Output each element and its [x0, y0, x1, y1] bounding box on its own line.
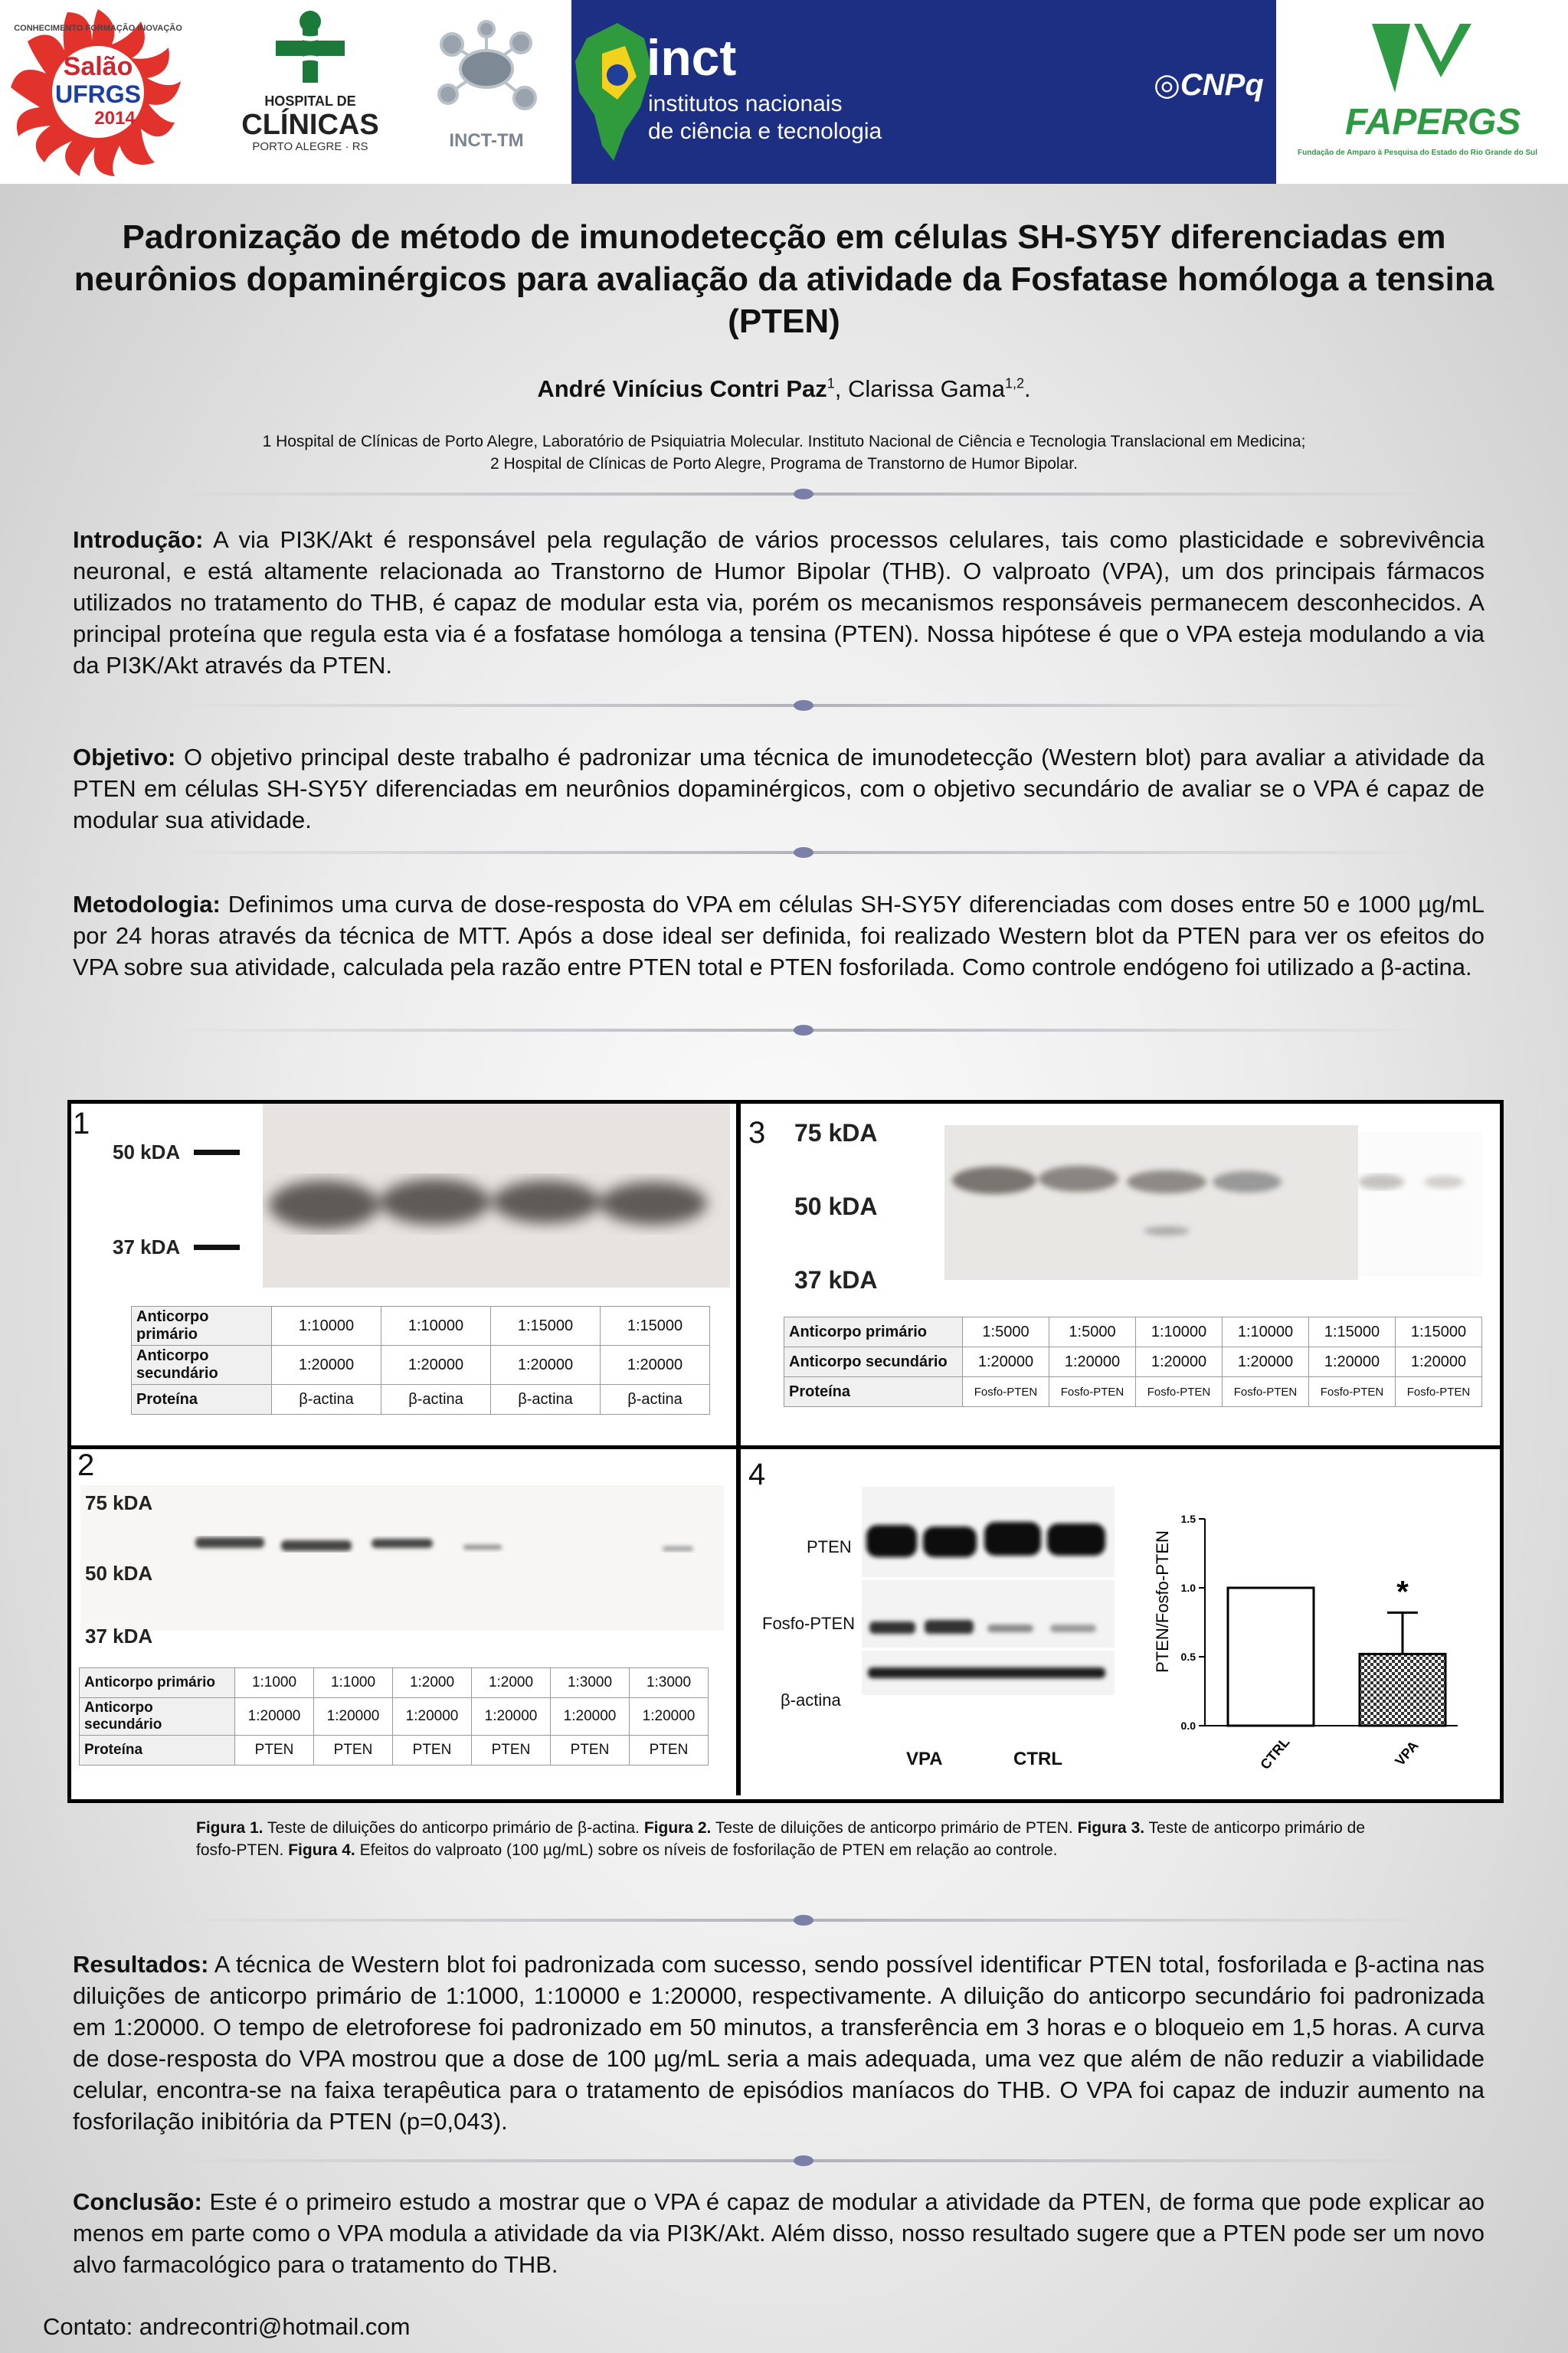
- western-blot-beta-actin: [263, 1104, 730, 1288]
- table-cell: β-actina: [491, 1385, 601, 1415]
- table-cell: PTEN: [472, 1736, 551, 1766]
- marker-50kda: 50 kDA: [113, 1141, 181, 1163]
- table-cell: PTEN: [393, 1736, 472, 1766]
- x-axis-labels: [1257, 1734, 1421, 1772]
- section-heading: Introdução:: [73, 526, 204, 553]
- table-cell: 1:20000: [314, 1698, 393, 1736]
- row-header: Anticorpo secundário: [784, 1347, 963, 1377]
- table-cell: PTEN: [314, 1736, 393, 1766]
- divider: [176, 487, 1432, 501]
- caption-figure-3-label: Figura 3.: [1077, 1819, 1145, 1837]
- marker-37kda: 37 kDA: [85, 1625, 153, 1648]
- table-cell: Fosfo-PTEN: [963, 1377, 1049, 1407]
- table-cell: 1:10000: [381, 1307, 491, 1346]
- section-body: Definimos uma curva de dose-resposta do VPA em células SH-SY5Y diferenciadas com doses entre 50 e 1000 µg/mL por 24 horas através da técnica de MTT. Após a dose ideal ser definida, foi realizado Western blot da PTEN para ver os efeitos do VPA sobre sua atividade, calculada pela razão entre PTEN total e PTEN fosforilada. Como controle endógeno foi utilizado a β-actina.: [73, 891, 1485, 980]
- fapergs-logo: FAPERGS Fundação de Amparo à Pesquisa do Estado do Rio Grande do Sul: [1276, 0, 1568, 184]
- table-cell: Fosfo-PTEN: [1136, 1377, 1223, 1407]
- table-cell: β-actina: [272, 1385, 381, 1415]
- marker-band: [194, 1245, 240, 1250]
- row-header: Anticorpo secundário: [132, 1346, 272, 1385]
- figure-panel: [67, 1100, 1504, 1803]
- brazil-map-icon: [571, 15, 656, 169]
- row-header: Anticorpo primário: [80, 1668, 235, 1698]
- objective-section: [73, 741, 1485, 836]
- y-tick-label: 0.5: [1180, 1651, 1196, 1663]
- table-cell: 1:20000: [630, 1698, 709, 1736]
- hcpa-logo: HOSPITAL DE CLÍNICAS PORTO ALEGRE · RS: [234, 0, 387, 184]
- panel-2-number: 2: [77, 1448, 95, 1482]
- caduceus-icon: [264, 6, 356, 90]
- table-cell: 1:15000: [601, 1307, 710, 1346]
- table-cell: Fosfo-PTEN: [1309, 1377, 1396, 1407]
- inct-banner: inct institutos nacionais de ciência e tecnologia ◎CNPq: [571, 0, 1276, 184]
- lane-label-vpa: VPA: [906, 1749, 943, 1769]
- marker-50kda: 50 kDA: [85, 1562, 153, 1585]
- table-cell: 1:15000: [1396, 1317, 1482, 1347]
- western-blot-fosfo-pten-faint: [1358, 1131, 1482, 1277]
- table-row: [80, 1698, 709, 1736]
- svg-text:Salão: Salão: [63, 52, 133, 81]
- marker-37kda: 37 kDA: [113, 1235, 181, 1258]
- molecule-icon: [421, 14, 552, 129]
- svg-text:2014: 2014: [94, 108, 136, 129]
- x-tick-label: CTRL: [1257, 1734, 1293, 1772]
- table-row: [132, 1385, 710, 1415]
- caption-figure-1-label: Figura 1.: [196, 1819, 264, 1837]
- caption-figure-1-text: Teste de diluições do anticorpo primário de β-actina.: [263, 1819, 644, 1837]
- table-row: [132, 1346, 710, 1385]
- table-cell: Fosfo-PTEN: [1223, 1377, 1309, 1407]
- table-row: [80, 1668, 709, 1698]
- section-body: O objetivo principal deste trabalho é padronizar uma técnica de imunodetecção (Western blot) para avaliar a atividade da PTEN em células SH-SY5Y diferenciadas em neurônios dopaminérgicos, com o objetivo secundário de avaliar se o VPA é capaz de modular sua atividade.: [73, 744, 1485, 833]
- marker-50kda: 50 kDA: [794, 1193, 878, 1220]
- y-tick-label: 0.0: [1180, 1720, 1196, 1732]
- section-heading: Objetivo:: [73, 744, 176, 771]
- panel-1-number: 1: [73, 1107, 90, 1141]
- table-cell: 1:20000: [1223, 1347, 1309, 1377]
- table-cell: 1:15000: [491, 1307, 601, 1346]
- logo-header: [0, 0, 1568, 184]
- y-tick-label: 1.0: [1180, 1582, 1196, 1594]
- svg-text:CONHECIMENTO FORMAÇÃO INOVAÇÃO: CONHECIMENTO FORMAÇÃO INOVAÇÃO: [14, 24, 182, 33]
- table-cell: 1:10000: [1136, 1317, 1223, 1347]
- table-row: [784, 1347, 1482, 1377]
- author-1: André Vinícius Contri Paz: [537, 375, 827, 402]
- table-cell: β-actina: [381, 1385, 491, 1415]
- introduction-section: [73, 524, 1485, 681]
- table-cell: 1:20000: [1309, 1347, 1396, 1377]
- caption-figure-4-label: Figura 4.: [288, 1841, 355, 1859]
- figure-caption: [196, 1817, 1406, 1861]
- row-header: Proteína: [132, 1385, 272, 1415]
- table-cell: 1:1000: [235, 1668, 314, 1698]
- cnpq-logo: ◎CNPq: [1154, 68, 1264, 102]
- salao-sunburst-icon: [0, 0, 230, 184]
- table-cell: 1:2000: [472, 1668, 551, 1698]
- cnpq-swirl-icon: ◎: [1154, 68, 1180, 102]
- section-heading: Conclusão:: [73, 2188, 202, 2215]
- salao-ufrgs-logo: [0, 0, 230, 184]
- table-cell: 1:20000: [235, 1698, 314, 1736]
- divider: [176, 699, 1432, 712]
- author-separator: ,: [834, 375, 848, 402]
- affiliations: [46, 430, 1522, 475]
- section-body: Este é o primeiro estudo a mostrar que o VPA é capaz de modular a atividade da PTEN, de forma que pode explicar ao menos em parte como o VPA modula a atividade da via PI3K/Akt. Além disso, nosso resultado sugere que a PTEN pode ser um novo alvo farmacológico para o tratamento do THB.: [73, 2188, 1485, 2278]
- table-cell: 1:20000: [393, 1698, 472, 1736]
- table-cell: 1:1000: [314, 1668, 393, 1698]
- table-cell: 1:3000: [630, 1668, 709, 1698]
- table-cell: 1:20000: [963, 1347, 1049, 1377]
- affiliation-1: 1 Hospital de Clínicas de Porto Alegre, Laboratório de Psiquiatria Molecular. Instituto Nacional de Ciência e Tecnologia Translacional em Medicina;: [262, 433, 1306, 450]
- divider: [176, 846, 1432, 859]
- results-section: [73, 1949, 1485, 2137]
- author-2: Clarissa Gama: [847, 375, 1005, 402]
- divider: [176, 1913, 1432, 1927]
- caption-figure-2-label: Figura 2.: [643, 1819, 712, 1837]
- blot-label-pten: PTEN: [807, 1537, 852, 1556]
- panel-divider-horizontal: [71, 1445, 1500, 1449]
- pten-ratio-bar-chart: [1144, 1504, 1496, 1787]
- marker-band: [194, 1150, 240, 1155]
- caption-figure-2-text: Teste de diluições de anticorpo primário de PTEN.: [711, 1819, 1078, 1837]
- contact-email[interactable]: Contato: andrecontri@hotmail.com: [43, 2313, 411, 2340]
- table-cell: 1:10000: [272, 1307, 381, 1346]
- table-cell: 1:20000: [272, 1346, 381, 1385]
- dilution-table-1: [131, 1306, 710, 1415]
- panel-3-number: 3: [748, 1116, 766, 1150]
- caption-figure-3-text: Teste de anticorpo primário de fosfo-PTEN.: [196, 1819, 1366, 1859]
- marker-75kda: 75 kDA: [85, 1491, 153, 1514]
- chart-bars: [1228, 1575, 1445, 1726]
- table-cell: 1:20000: [381, 1346, 491, 1385]
- dilution-table-3: [784, 1317, 1482, 1407]
- section-heading: Metodologia:: [73, 891, 221, 918]
- table-cell: PTEN: [630, 1736, 709, 1766]
- table-cell: PTEN: [235, 1736, 314, 1766]
- table-cell: 1:5000: [1049, 1317, 1136, 1347]
- lane-label-ctrl: CTRL: [1013, 1749, 1062, 1769]
- table-cell: 1:20000: [1136, 1347, 1223, 1377]
- table-cell: PTEN: [551, 1736, 630, 1766]
- dilution-table-2: [79, 1667, 709, 1766]
- author-2-affiliation: 1,2: [1004, 375, 1025, 391]
- table-cell: 1:20000: [1049, 1347, 1136, 1377]
- section-heading: Resultados:: [73, 1951, 209, 1978]
- table-cell: Fosfo-PTEN: [1396, 1377, 1482, 1407]
- panel-4-number: 4: [748, 1458, 766, 1491]
- fapergs-triangle-icon: [1368, 20, 1475, 97]
- row-header: Anticorpo secundário: [80, 1698, 235, 1736]
- row-header: Proteína: [80, 1736, 235, 1766]
- row-header: Anticorpo primário: [132, 1307, 272, 1346]
- divider: [176, 2154, 1432, 2168]
- table-row: [784, 1317, 1482, 1347]
- table-row: [784, 1377, 1482, 1407]
- affiliation-2: 2 Hospital de Clínicas de Porto Alegre, Programa de Transtorno de Humor Bipolar.: [490, 455, 1078, 473]
- table-cell: 1:20000: [601, 1346, 710, 1385]
- table-row: [132, 1307, 710, 1346]
- table-cell: 1:20000: [1396, 1347, 1482, 1377]
- significance-marker: *: [1396, 1575, 1409, 1609]
- table-cell: 1:20000: [491, 1346, 601, 1385]
- poster-title: Padronização de método de imunodetecção em células SH-SY5Y diferenciadas em neurônios dopaminérgicos para avaliação da atividade da Fosfatase homóloga a tensina (PTEN): [74, 218, 1494, 340]
- table-cell: 1:20000: [472, 1698, 551, 1736]
- table-cell: 1:15000: [1309, 1317, 1396, 1347]
- row-header: Proteína: [784, 1377, 963, 1407]
- author-line: [46, 375, 1522, 403]
- divider: [176, 1023, 1432, 1037]
- author-end: .: [1024, 375, 1031, 402]
- y-axis-label: PTEN/Fosfo-PTEN: [1153, 1530, 1172, 1673]
- inct-tm-logo: INCT-TM: [402, 0, 571, 184]
- table-cell: Fosfo-PTEN: [1049, 1377, 1136, 1407]
- table-cell: 1:10000: [1223, 1317, 1309, 1347]
- bar-vpa: [1360, 1654, 1445, 1726]
- section-body: A via PI3K/Akt é responsável pela regulação de vários processos celulares, tais como plasticidade e sobrevivência neuronal, e está altamente relacionada ao Transtorno de Humor Bipolar (THB). O valproato (VPA), um dos principais fármacos utilizados no tratamento do THB, é capaz de modular esta via, porém os mecanismos responsáveis permanecem desconhecidos. A principal proteína que regula esta via é a fosfatase homóloga a tensina (PTEN). Nossa hipótese é que o VPA esteja modulando a via da PI3K/Akt através da PTEN.: [73, 526, 1485, 679]
- svg-text:UFRGS: UFRGS: [55, 80, 141, 108]
- section-body: A técnica de Western blot foi padronizada com sucesso, sendo possível identificar PTEN total, fosforilada e β-actina nas diluições de anticorpo primário de 1:1000, 1:10000 e 1:20000, respectivamente. A diluição do anticorpo secundário foi padronizada em 1:20000. O tempo de eletroforese foi padronizado em 50 minutos, a transferência em 3 horas e o bloqueio em 1,5 horas. A curva de dose-resposta do VPA mostrou que a dose de 100 µg/mL seria a mais adequada, uma vez que além de não reduzir a viabilidade celular, encontra-se na faixa terapêutica para o tratamento de episódios maníacos do THB. O VPA foi capaz de induzir aumento na fosforilação inibitória da PTEN (p=0,043).: [73, 1951, 1485, 2135]
- blot-label-fosfo-pten: Fosfo-PTEN: [762, 1614, 856, 1633]
- table-cell: 1:2000: [393, 1668, 472, 1698]
- western-blot-vpa-ctrl: [862, 1487, 1115, 1695]
- marker-75kda: 75 kDA: [794, 1119, 878, 1147]
- table-row: [80, 1736, 709, 1766]
- western-blot-pten: [80, 1485, 724, 1631]
- author-1-affiliation: 1: [827, 375, 835, 391]
- conclusion-section: [73, 2186, 1485, 2280]
- western-blot-fosfo-pten: [944, 1125, 1358, 1280]
- table-cell: 1:20000: [551, 1698, 630, 1736]
- methodology-section: [73, 889, 1485, 983]
- y-tick-label: 1.5: [1180, 1513, 1196, 1525]
- table-cell: β-actina: [601, 1385, 710, 1415]
- blot-label-beta-actin: β-actina: [781, 1690, 841, 1710]
- caption-figure-4-text: Efeitos do valproato (100 µg/mL) sobre os níveis de fosforilação de PTEN em relação ao controle.: [355, 1841, 1058, 1859]
- bar-ctrl: [1228, 1588, 1314, 1726]
- blot-panel-light-region: [1358, 1131, 1482, 1277]
- table-cell: 1:3000: [551, 1668, 630, 1698]
- x-tick-label: VPA: [1392, 1738, 1422, 1769]
- marker-37kda: 37 kDA: [794, 1266, 878, 1294]
- row-header: Anticorpo primário: [784, 1317, 963, 1347]
- table-cell: 1:5000: [963, 1317, 1049, 1347]
